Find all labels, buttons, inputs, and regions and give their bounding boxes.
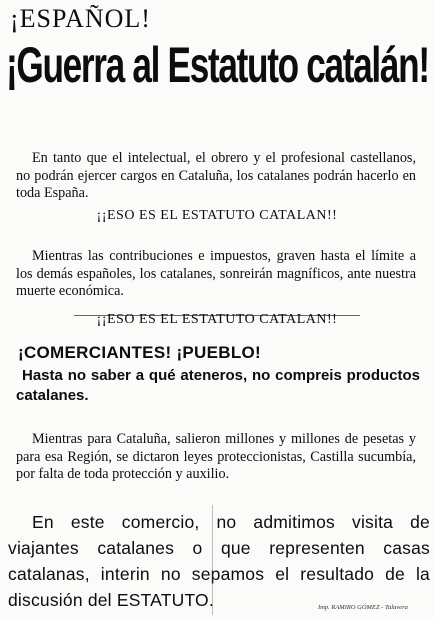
headline: ¡Guerra al Estatuto catalán!: [6, 38, 429, 93]
kicker-heading: ¡ESPAÑOL!: [10, 4, 151, 33]
paragraph-taxes: Mientras las contribuciones e impuestos, graven hasta el límite a los demás españoles, los catalanes, sonreirán magníficos, ante nuestra muerte económica.: [16, 248, 416, 299]
printer-imprint: Imp. RAMIRO GÓMEZ - Talavera: [318, 604, 408, 611]
slogan-first: ¡¡ESO ES EL ESTATUTO CATALAN!!: [96, 208, 338, 223]
boycott-line: Hasta no saber a qué ateneros, no compreis productos catalanes.: [16, 367, 420, 404]
closing-notice: En este comercio, no admitimos visita de viajantes catalanes o que representen casas catalanas, interin no sepamos el resultado de la discusión del ESTATUTO.: [8, 512, 430, 610]
slogan-second: ¡¡ESO ES EL ESTATUTO CATALAN!!: [96, 312, 338, 327]
paragraph-intellectuals: En tanto que el intelectual, el obrero y el profesional castellanos, no podrán ejercer cargos en Cataluña, los catalanes podrán hacerlo en toda España.: [16, 150, 416, 201]
paper-crease: [212, 505, 213, 615]
paragraph-millions: Mientras para Cataluña, salieron millones y millones de pesetas y para esa Región, se dictaron leyes proteccionistas, Castilla sucumbía, por falta de toda protección y auxilio.: [16, 431, 416, 482]
shout-heading: ¡COMERCIANTES! ¡PUEBLO!: [18, 343, 261, 362]
